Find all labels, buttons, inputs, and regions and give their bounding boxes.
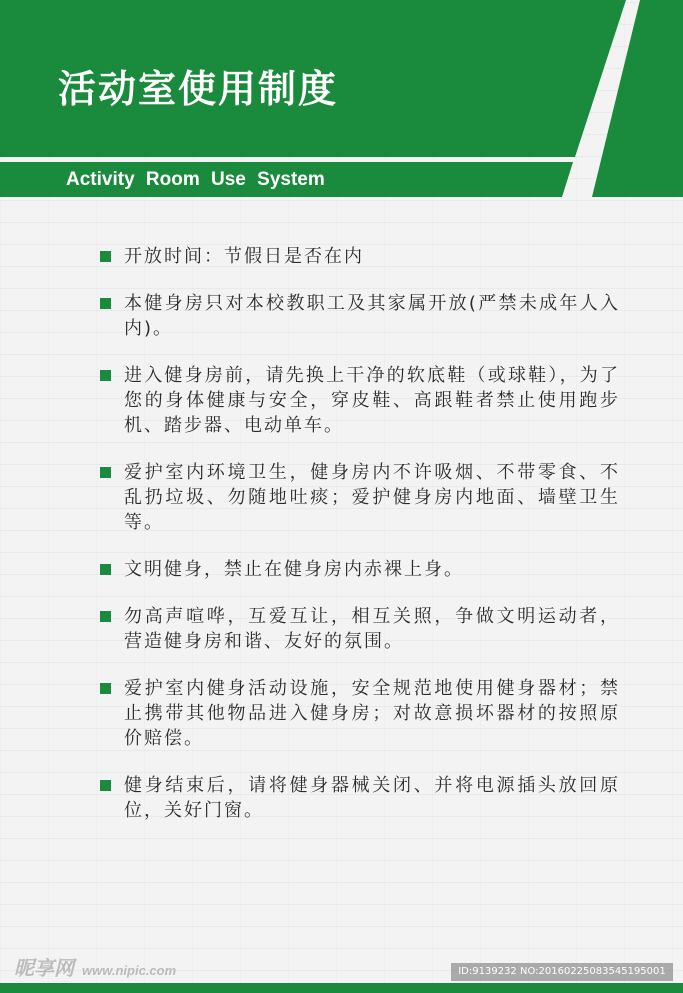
image-id-bar: ID:9139232 NO:20160225083545195001 [451, 963, 673, 981]
rule-text: 爱护室内健身活动设施，安全规范地使用健身器材；禁止携带其他物品进入健身房；对故意损坏器材的按照原价赔偿。 [124, 678, 620, 749]
watermark-logo: 昵享网 [14, 958, 74, 980]
square-bullet-icon [100, 564, 111, 575]
rule-item [100, 604, 620, 654]
rule-text: 开放时间：节假日是否在内 [124, 246, 364, 267]
watermark-url: www.nipic.com [82, 963, 177, 978]
page-title: 活动室使用制度 [58, 67, 339, 111]
rule-text: 勿高声喧哗，互爱互让，相互关照，争做文明运动者，营造健身房和谐、友好的氛围。 [124, 606, 620, 652]
rule-text: 进入健身房前，请先换上干净的软底鞋（或球鞋），为了您的身体健康与安全，穿皮鞋、高跟鞋者禁止使用跑步机、踏步器、电动单车。 [124, 365, 620, 436]
square-bullet-icon [100, 298, 111, 309]
rule-item [100, 460, 620, 535]
rule-item [100, 557, 620, 582]
rule-item [100, 676, 620, 751]
rules-list [100, 244, 620, 845]
square-bullet-icon [100, 780, 111, 791]
square-bullet-icon [100, 467, 111, 478]
square-bullet-icon [100, 251, 111, 262]
square-bullet-icon [100, 370, 111, 381]
square-bullet-icon [100, 683, 111, 694]
square-bullet-icon [100, 611, 111, 622]
rule-text: 本健身房只对本校教职工及其家属开放(严禁未成年人入内)。 [124, 293, 620, 339]
rule-item [100, 363, 620, 438]
page-subtitle: Activity Room Use System [66, 169, 325, 190]
rule-item [100, 291, 620, 341]
nipic-watermark [14, 952, 176, 981]
footer-green-bar [0, 983, 683, 993]
rule-text: 文明健身，禁止在健身房内赤裸上身。 [124, 559, 464, 580]
rule-text: 爱护室内环境卫生，健身房内不许吸烟、不带零食、不乱扔垃圾、勿随地吐痰；爱护健身房内地面、墙壁卫生等。 [124, 462, 620, 533]
rule-item [100, 244, 620, 269]
rule-item [100, 773, 620, 823]
rule-text: 健身结束后，请将健身器械关闭、并将电源插头放回原位，关好门窗。 [124, 775, 620, 821]
